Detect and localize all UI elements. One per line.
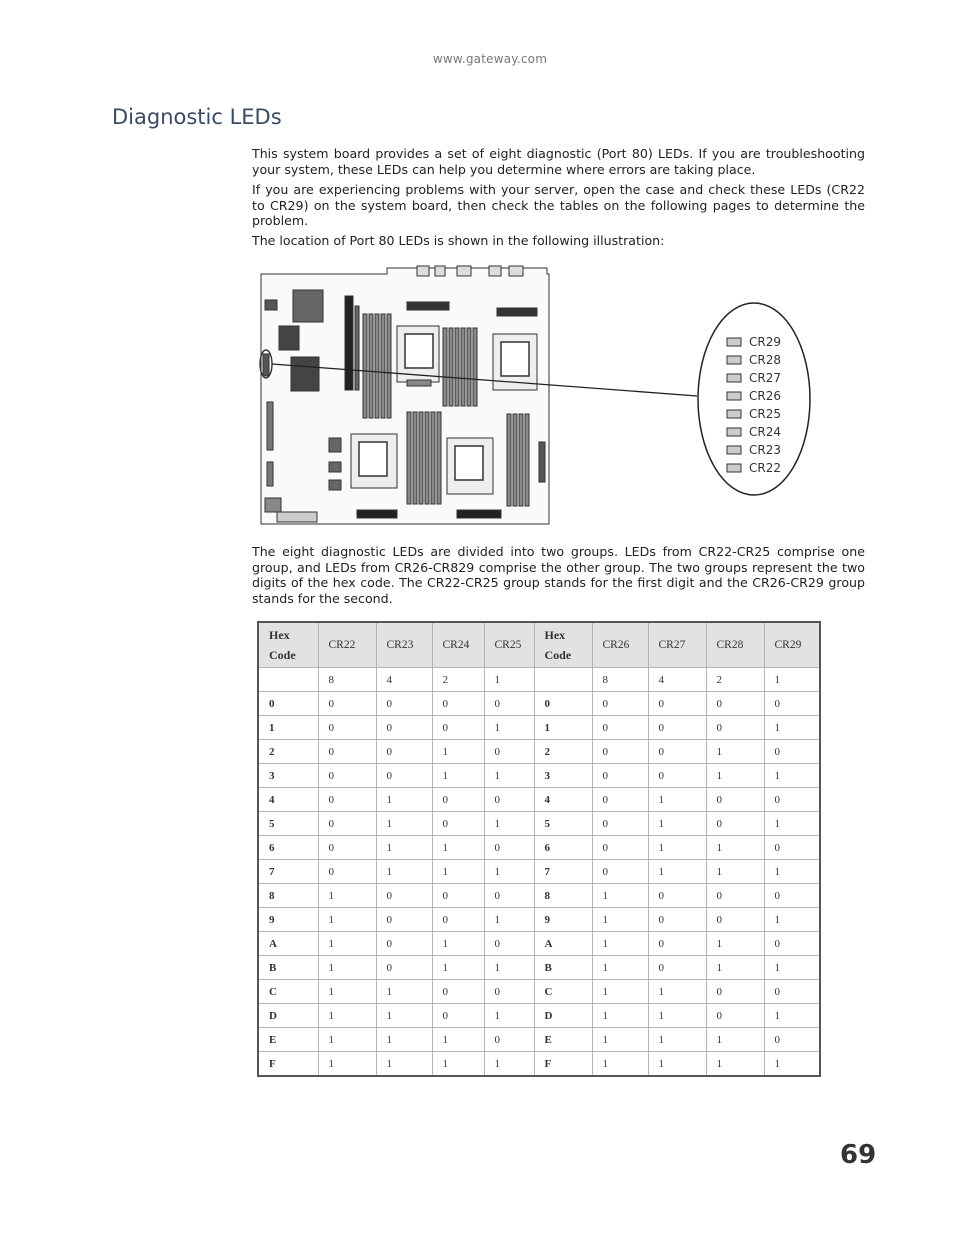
- table-cell: 0: [318, 812, 376, 836]
- table-cell: 0: [484, 932, 534, 956]
- table-cell: 0: [376, 716, 432, 740]
- instructions-paragraph: If you are experiencing problems with your server, open the case and check these LEDs (CR22 to CR29) on the system board, then check the tables on the following pages to determine the problem.: [252, 182, 865, 228]
- led-label-cr28: CR28: [749, 353, 781, 367]
- led-label-cr26: CR26: [749, 389, 781, 403]
- table-cell: 1: [592, 932, 648, 956]
- table-cell: 0: [764, 884, 820, 908]
- table-cell: 1: [432, 1052, 484, 1077]
- table-cell: 0: [432, 1004, 484, 1028]
- table-cell: 1: [592, 1028, 648, 1052]
- table-cell: 0: [706, 1004, 764, 1028]
- table-cell: 8: [258, 884, 318, 908]
- table-cell: 1: [706, 1052, 764, 1077]
- table-cell: 7: [534, 860, 592, 884]
- table-cell: 2: [432, 668, 484, 692]
- table-cell: 4: [258, 788, 318, 812]
- table-cell: 0: [258, 692, 318, 716]
- table-cell: 1: [318, 908, 376, 932]
- table-cell: 0: [648, 932, 706, 956]
- table-cell: 0: [432, 716, 484, 740]
- table-cell: 1: [648, 1028, 706, 1052]
- table-cell: 1: [764, 1052, 820, 1077]
- led-label-cr25: CR25: [749, 407, 781, 421]
- groups-paragraph: The eight diagnostic LEDs are divided into two groups. LEDs from CR22-CR25 comprise one group, and LEDs from CR26-CR829 comprise the other group. The two groups represent the two digits of the hex code. The CR22-CR25 group stands for the first digit and the CR26-CR29 group stands for the second.: [252, 544, 865, 606]
- table-cell: 1: [484, 716, 534, 740]
- table-row: [258, 908, 820, 932]
- table-cell: 8: [592, 668, 648, 692]
- table-cell: 0: [484, 980, 534, 1004]
- table-cell: 1: [376, 1028, 432, 1052]
- table-cell: 0: [706, 884, 764, 908]
- table-cell: 5: [534, 812, 592, 836]
- table-row: [258, 860, 820, 884]
- table-cell: 0: [318, 836, 376, 860]
- table-cell: 3: [534, 764, 592, 788]
- table-row: [258, 788, 820, 812]
- table-row: [258, 1028, 820, 1052]
- table-cell: 0: [484, 692, 534, 716]
- section-title: Diagnostic LEDs: [112, 105, 282, 129]
- table-cell: 1: [318, 980, 376, 1004]
- table-cell: 0: [376, 956, 432, 980]
- led-label-cr22: CR22: [749, 461, 781, 475]
- table-cell: 1: [376, 860, 432, 884]
- table-cell: 1: [484, 956, 534, 980]
- led-label-cr24: CR24: [749, 425, 781, 439]
- table-cell: 1: [376, 980, 432, 1004]
- table-row: [258, 1052, 820, 1077]
- table-cell: 1: [318, 1028, 376, 1052]
- illustration-caption: The location of Port 80 LEDs is shown in the following illustration:: [252, 233, 665, 248]
- table-cell: 1: [592, 908, 648, 932]
- table-cell: 0: [592, 692, 648, 716]
- table-cell: 1: [432, 836, 484, 860]
- table-cell: 1: [706, 932, 764, 956]
- table-cell: D: [534, 1004, 592, 1028]
- table-cell: 0: [318, 692, 376, 716]
- table-cell: 1: [764, 812, 820, 836]
- table-cell: 1: [648, 1004, 706, 1028]
- table-cell: 1: [432, 1028, 484, 1052]
- table-cell: 0: [376, 932, 432, 956]
- table-cell: 1: [648, 860, 706, 884]
- led-label-cr27: CR27: [749, 371, 781, 385]
- table-cell: 1: [432, 740, 484, 764]
- table-cell: A: [258, 932, 318, 956]
- table-cell: 1: [764, 668, 820, 692]
- table-cell: 4: [648, 668, 706, 692]
- table-row: [258, 740, 820, 764]
- intro-paragraph: This system board provides a set of eight diagnostic (Port 80) LEDs. If you are troubleshooting your system, these LEDs can help you determine where errors are taking place.: [252, 146, 865, 177]
- table-cell: 0: [376, 884, 432, 908]
- table-cell: [258, 668, 318, 692]
- table-cell: 1: [648, 812, 706, 836]
- table-cell: 1: [706, 764, 764, 788]
- column-header: CR22: [318, 622, 376, 668]
- table-cell: 1: [376, 788, 432, 812]
- table-row: [258, 956, 820, 980]
- table-cell: 0: [592, 860, 648, 884]
- table-cell: 0: [592, 788, 648, 812]
- table-row: [258, 812, 820, 836]
- table-row: [258, 692, 820, 716]
- table-cell: 8: [318, 668, 376, 692]
- table-cell: 1: [706, 740, 764, 764]
- column-header: CR23: [376, 622, 432, 668]
- page-number: 69: [840, 1140, 877, 1170]
- table-cell: 0: [432, 908, 484, 932]
- column-header: CR29: [764, 622, 820, 668]
- table-cell: 0: [592, 740, 648, 764]
- table-cell: F: [534, 1052, 592, 1077]
- table-cell: 0: [706, 812, 764, 836]
- table-cell: C: [534, 980, 592, 1004]
- table-cell: 1: [592, 1004, 648, 1028]
- table-row: [258, 716, 820, 740]
- table-cell: 0: [648, 956, 706, 980]
- table-cell: C: [258, 980, 318, 1004]
- table-cell: 0: [432, 692, 484, 716]
- table-cell: E: [258, 1028, 318, 1052]
- table-row: [258, 764, 820, 788]
- led-label-cr29: CR29: [749, 335, 781, 349]
- table-cell: 0: [648, 716, 706, 740]
- table-cell: 6: [258, 836, 318, 860]
- table-cell: 0: [648, 764, 706, 788]
- board-illustration: [257, 262, 817, 530]
- table-cell: 1: [376, 812, 432, 836]
- table-cell: 0: [432, 884, 484, 908]
- table-cell: 1: [376, 836, 432, 860]
- table-row: [258, 1004, 820, 1028]
- table-cell: 0: [648, 908, 706, 932]
- table-cell: 0: [484, 884, 534, 908]
- table-cell: 1: [484, 908, 534, 932]
- table-cell: 0: [648, 884, 706, 908]
- table-cell: 1: [648, 980, 706, 1004]
- table-row: [258, 980, 820, 1004]
- table-cell: [534, 668, 592, 692]
- table-cell: 1: [764, 764, 820, 788]
- table-cell: 0: [764, 980, 820, 1004]
- table-cell: B: [258, 956, 318, 980]
- table-cell: 0: [376, 908, 432, 932]
- table-body: [258, 668, 820, 1077]
- table-cell: 0: [484, 836, 534, 860]
- table-cell: 1: [376, 1052, 432, 1077]
- table-row: [258, 668, 820, 692]
- led-label-cr23: CR23: [749, 443, 781, 457]
- table-cell: 1: [258, 716, 318, 740]
- column-header: Hex Code: [258, 622, 318, 668]
- table-cell: 0: [764, 692, 820, 716]
- table-cell: 0: [592, 812, 648, 836]
- column-header: CR28: [706, 622, 764, 668]
- table-cell: 1: [432, 764, 484, 788]
- table-cell: 2: [706, 668, 764, 692]
- table-cell: 0: [432, 812, 484, 836]
- table-cell: 1: [764, 956, 820, 980]
- hex-code-table: [257, 621, 821, 1077]
- table-cell: D: [258, 1004, 318, 1028]
- table-cell: 1: [706, 956, 764, 980]
- table-cell: 1: [318, 932, 376, 956]
- table-cell: 1: [706, 836, 764, 860]
- table-row: [258, 884, 820, 908]
- column-header: CR25: [484, 622, 534, 668]
- table-cell: 1: [484, 812, 534, 836]
- table-cell: 0: [592, 716, 648, 740]
- table-cell: 0: [706, 980, 764, 1004]
- table-cell: F: [258, 1052, 318, 1077]
- table-cell: 0: [318, 740, 376, 764]
- table-cell: 1: [592, 956, 648, 980]
- table-cell: 1: [764, 908, 820, 932]
- table-cell: 8: [534, 884, 592, 908]
- table-cell: 0: [706, 788, 764, 812]
- table-cell: 1: [318, 1052, 376, 1077]
- table-cell: 1: [764, 860, 820, 884]
- table-cell: 1: [592, 884, 648, 908]
- table-cell: 0: [648, 740, 706, 764]
- table-cell: 0: [484, 1028, 534, 1052]
- column-header: CR26: [592, 622, 648, 668]
- table-cell: 4: [534, 788, 592, 812]
- table-cell: E: [534, 1028, 592, 1052]
- table-cell: 0: [432, 980, 484, 1004]
- table-cell: 0: [484, 740, 534, 764]
- table-cell: 0: [764, 788, 820, 812]
- table-cell: 0: [376, 740, 432, 764]
- table-cell: 5: [258, 812, 318, 836]
- column-header: CR24: [432, 622, 484, 668]
- table-cell: 0: [318, 764, 376, 788]
- system-board-diagram: [260, 266, 549, 524]
- table-cell: 1: [764, 716, 820, 740]
- table-cell: 1: [648, 836, 706, 860]
- table-cell: 1: [432, 956, 484, 980]
- table-cell: 6: [534, 836, 592, 860]
- header-url: www.gateway.com: [432, 52, 548, 66]
- table-cell: 1: [432, 860, 484, 884]
- table-cell: A: [534, 932, 592, 956]
- table-cell: 2: [258, 740, 318, 764]
- table-cell: 1: [432, 932, 484, 956]
- table-cell: 0: [534, 692, 592, 716]
- table-cell: 0: [318, 860, 376, 884]
- table-cell: 0: [318, 788, 376, 812]
- table-cell: 0: [484, 788, 534, 812]
- table-cell: 9: [258, 908, 318, 932]
- table-cell: 2: [534, 740, 592, 764]
- table-cell: 1: [648, 1052, 706, 1077]
- column-header: Hex Code: [534, 622, 592, 668]
- column-header: CR27: [648, 622, 706, 668]
- table-cell: 1: [534, 716, 592, 740]
- table-cell: 1: [706, 1028, 764, 1052]
- table-cell: 0: [592, 836, 648, 860]
- table-cell: 1: [484, 668, 534, 692]
- table-cell: 0: [376, 764, 432, 788]
- table-cell: 4: [376, 668, 432, 692]
- table-cell: 0: [764, 836, 820, 860]
- table-cell: 0: [764, 740, 820, 764]
- table-cell: 1: [484, 1052, 534, 1077]
- table-cell: 1: [764, 1004, 820, 1028]
- table-cell: 3: [258, 764, 318, 788]
- table-cell: 1: [648, 788, 706, 812]
- table-cell: 0: [764, 1028, 820, 1052]
- table-header-row: [258, 622, 820, 668]
- table-cell: 0: [318, 716, 376, 740]
- table-cell: 1: [484, 764, 534, 788]
- table-cell: 7: [258, 860, 318, 884]
- table-cell: 1: [484, 860, 534, 884]
- table-cell: B: [534, 956, 592, 980]
- table-cell: 1: [318, 956, 376, 980]
- table-cell: 1: [318, 884, 376, 908]
- table-cell: 0: [648, 692, 706, 716]
- table-cell: 1: [376, 1004, 432, 1028]
- table-row: [258, 836, 820, 860]
- table-cell: 9: [534, 908, 592, 932]
- table-cell: 1: [484, 1004, 534, 1028]
- table-cell: 1: [592, 1052, 648, 1077]
- table-cell: 0: [706, 716, 764, 740]
- table-cell: 0: [432, 788, 484, 812]
- table-cell: 0: [376, 692, 432, 716]
- table-cell: 0: [706, 908, 764, 932]
- table-row: [258, 932, 820, 956]
- table-cell: 0: [764, 932, 820, 956]
- table-cell: 1: [706, 860, 764, 884]
- table-cell: 1: [592, 980, 648, 1004]
- table-cell: 0: [592, 764, 648, 788]
- table-cell: 1: [318, 1004, 376, 1028]
- table-cell: 0: [706, 692, 764, 716]
